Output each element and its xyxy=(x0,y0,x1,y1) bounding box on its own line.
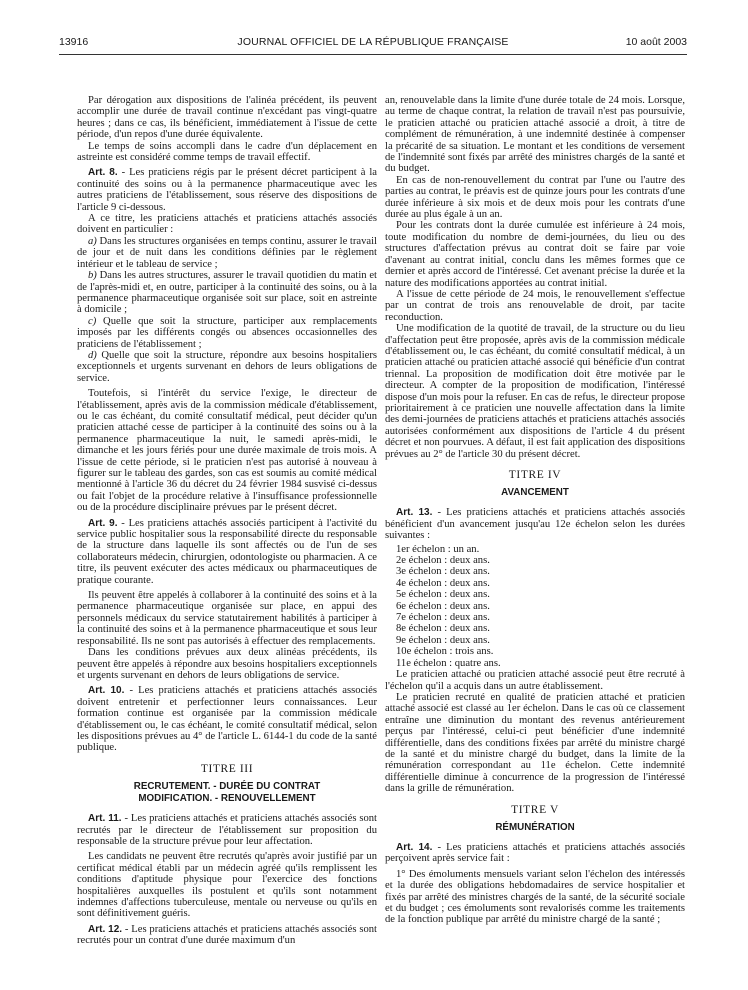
paragraph: 1° Des émoluments mensuels variant selon l'échelon des intéressés et la durée des obligations hebdomadaires de service hospitalier et fixés par arrêté des ministres chargés de la santé, de la sécurité sociale et du budget ; ces émoluments sont revalorisés comme les traitements de la fonction publique par arrêté du ministre chargé de la santé ; xyxy=(385,868,685,926)
article-label: Art. 10. xyxy=(88,685,125,697)
header-rule xyxy=(59,54,687,55)
list-item: 8e échelon : deux ans. xyxy=(396,623,490,635)
journal-title: JOURNAL OFFICIEL DE LA RÉPUBLIQUE FRANÇAISE xyxy=(237,36,509,48)
list-item: a) Dans les structures organisées en temps continu, assurer le travail de jour et de nuit dans les conditions définies par le règlement intérieur et le tableau de service ; xyxy=(77,235,377,270)
section-subtitle: AVANCEMENT xyxy=(501,487,569,499)
article-13: Art. 13. - Les praticiens attachés et praticiens attachés associés bénéficient d'un avancement jusqu'au 12e échelon selon les durées suivantes : xyxy=(385,507,686,542)
list-item: d) Quelle que soit la structure, répondre aux besoins hospitaliers exceptionnels et urgents survenant en dehors de leurs obligations de service. xyxy=(77,349,377,384)
paragraph: Le praticien recruté en qualité de praticien attaché et praticien attaché associé est classé au 1er échelon. Dans le cas où ce classement entraîne une diminution du montant des revenus antérieurement perçus par l'intéressé, celui-ci peut bénéficier d'une indemnité différentielle, dans des conditions fixées par arrêté du ministre chargé de la santé et du ministre chargé du budget, dans la limite de la rémunération correspondant au 11e échelon. Cette indemnité différentielle diminue à concurrence de la progression de l'intéressé dans la grille de rémunération. xyxy=(385,691,685,795)
list-item: 4e échelon : deux ans. xyxy=(396,577,490,589)
list-item: 11e échelon : quatre ans. xyxy=(396,657,501,669)
list-item: 9e échelon : deux ans. xyxy=(396,634,490,646)
section-title: TITRE III xyxy=(200,762,254,775)
article-label: Art. 9. xyxy=(88,517,118,529)
right-column xyxy=(385,95,685,926)
paragraph: A l'issue de cette période de 24 mois, le renouvellement s'effectue par un contrat de trois ans renouvelable de droit, par tacite reconduction. xyxy=(385,288,685,323)
section-subtitle: RECRUTEMENT. - DURÉE DU CONTRAT MODIFICATION. - RENOUVELLEMENT xyxy=(133,781,321,805)
paragraph: an, renouvelable dans la limite d'une durée totale de 24 mois. Lorsque, au terme de chaque contrat, la relation de travail n'est pas poursuivie, le praticien attaché ou praticien attaché associé a droit, à titre de complément de rémunération, à une indemnité destinée à compenser la précarité de sa situation. Le montant et les conditions de versement de l'indemnité sont fixés par arrêté des ministres chargés de la santé et du budget. xyxy=(385,95,685,175)
duration-list xyxy=(385,544,685,669)
list-item: c) Quelle que soit la structure, participer aux remplacements imposés par les différents congés ou absences occasionnelles des praticiens de l'établissement ; xyxy=(77,315,377,350)
paragraph: Le praticien attaché ou praticien attaché associé peut être recruté à l'échelon qu'il a acquis dans un autre établissement. xyxy=(385,669,685,692)
paragraph: Dans les conditions prévues aux deux alinéas précédents, ils peuvent être appelés à répondre aux besoins hospitaliers exceptionnels et urgents survenant en dehors de leurs obligations de service. xyxy=(77,647,377,681)
left-column xyxy=(77,95,377,947)
list-item: 10e échelon : trois ans. xyxy=(396,646,494,658)
article-9: Art. 9. - Les praticiens attachés associés participent à l'activité du service public hospitalier sous la responsabilité directe du responsable de la structure dans laquelle ils sont affectés ou de l'un de ses collaborateurs médecin, chirurgien, odontologiste ou pharmacien. A ce titre, ils peuvent exécuter des actes médicaux ou pharmaceutiques de pratique courante. xyxy=(77,517,377,586)
article-label: Art. 12. xyxy=(88,923,123,935)
article-label: Art. 11. xyxy=(88,813,122,825)
paragraph: Toutefois, si l'intérêt du service l'exige, le directeur de l'établissement, après avis de la commission médicale d'établissement, ou le cas échéant, du comité consultatif médical, peut décider qu'un praticien attaché cesse de participer à la continuité des soins ou à la permanence pharmaceutique la nuit, le samedi après-midi, le dimanche et les jours fériés pour une durée maximale de trois mois. A l'issue de cette période, si le praticien n'est pas autorisé à nouveau à figurer sur le tableau des gardes, son cas est soumis au comité médical mentionné à l'article 36 du décret du 24 février 1984 susvisé ci-dessus ou fait l'objet de la procédure relative à l'insuffisance professionnelle ou de la procédure disciplinaire prévues par le présent décret. xyxy=(77,388,377,514)
article-label: Art. 13. xyxy=(396,507,433,519)
paragraph: En cas de non-renouvellement du contrat par l'une ou l'autre des parties au contrat, le préavis est de quinze jours pour les contrats d'une durée inférieure à six mois et de deux mois pour les contrats d'une durée au plus égale à un an. xyxy=(385,174,685,221)
paragraph: Ils peuvent être appelés à collaborer à la continuité des soins et à la permanence pharmaceutique organisée sur place, en appui des personnels médicaux du service statutairement habilités à participer à la continuité des soins et à la permanence pharmaceutique et sous leur responsabilité. Ils ne sont pas autorisés à effectuer des remplacements. xyxy=(77,590,377,647)
list-item: 5e échelon : deux ans. xyxy=(396,589,490,601)
article-label: Art. 8. xyxy=(88,167,118,179)
article-8: Art. 8. - Les praticiens régis par le présent décret participent à la continuité des soins ou à la permanence pharmaceutique avec les autres praticiens de l'établissement, sous réserve des dispositions de l'article 9 ci-dessous. xyxy=(77,167,378,213)
article-label: Art. 14. xyxy=(396,841,433,853)
list-item: 6e échelon : deux ans. xyxy=(396,600,490,612)
page-header xyxy=(59,36,687,50)
paragraph: Le temps de soins accompli dans le cadre d'un déplacement en astreinte est considéré comme temps de travail effectif. xyxy=(77,140,377,164)
paragraph: Une modification de la quotité de travail, de la structure ou du lieu d'affectation peut être proposée, après avis de la commission médicale d'établissement ou, le cas échéant, du comité consultatif médical, à un praticien attaché ou praticien attaché associé qui bénéficie d'un contrat triennal. La proposition de modification doit être motivée par le directeur. A compter de la proposition de modification, l'intéressé dispose d'un mois pour la refuser. En cas de refus, le directeur propose prioritairement à ce praticien une nouvelle affectation dans la limite des demi-journées de praticiens attachés et praticiens attachés associés autorisées conformément aux dispositions de l'article 4 du présent décret et non pourvues. A défaut, il est fait application des dispositions prévues au 2° de l'article 30 du présent décret. xyxy=(385,323,685,460)
article-10: Art. 10. - Les praticiens attachés et praticiens attachés associés doivent entretenir et perfectionner leurs connaissances. Leur formation continue est organisée par la commission médicale d'établissement ou, le cas échéant, le comité consultatif médical, selon les dispositions prévues au 4° de l'article L. 6144-1 du code de la santé publique. xyxy=(77,685,378,754)
paragraph: Les candidats ne peuvent être recrutés qu'après avoir justifié par un certificat médical établi par un médecin agréé qu'ils remplissent les conditions d'aptitude physique pour l'exercice des fonctions hospitalières auxquelles ils postulent et qu'ils sont notamment indemnes d'affections tuberculeuse, mentale ou nerveuse ou qu'ils en sont définitivement guéris. xyxy=(77,851,377,920)
section-subtitle: RÉMUNÉRATION xyxy=(495,821,575,833)
article-11: Art. 11. - Les praticiens attachés et praticiens attachés associés sont recrutés par le directeur de l'établissement sur proposition du responsable de la structure prévue pour leur affectation. xyxy=(77,813,377,847)
list-item: 1er échelon : un an. xyxy=(396,543,480,555)
list-item: 2e échelon : deux ans. xyxy=(396,555,490,567)
page-number: 13916 xyxy=(59,36,89,48)
list-item: 7e échelon : deux ans. xyxy=(396,612,490,624)
article-14: Art. 14. - Les praticiens attachés et praticiens attachés associés perçoivent après service fait : xyxy=(385,841,686,865)
section-title: TITRE IV xyxy=(508,469,562,481)
issue-date: 10 août 2003 xyxy=(625,36,687,48)
paragraph: Pour les contrats dont la durée cumulée est inférieure à 24 mois, toute modification du nombre de demi-journées, du lieu ou des structures d'affectation prévus au contrat doit se faire par voie d'avenant au contrat initial, conclu dans les mêmes formes que ce dernier et après accord de l'intéressé. Cet avenant précise la durée et la nature des modifications apportées au contrat initial. xyxy=(385,220,685,289)
paragraph: A ce titre, les praticiens attachés et praticiens attachés associés doivent en particulier : xyxy=(77,213,377,236)
article-12: Art. 12. - Les praticiens attachés et praticiens attachés associés sont recrutés pour un contrat d'une durée maximum d'un xyxy=(77,923,377,947)
section-title: TITRE V xyxy=(511,803,559,816)
list-item: b) Dans les autres structures, assurer le travail quotidien du matin et de l'après-midi et, en outre, participer à la continuité des soins, ou à la permanence pharmaceutique organisée soit sur place, soit en astreinte à domicile ; xyxy=(77,270,377,316)
list-item: 3e échelon : deux ans. xyxy=(396,566,490,578)
paragraph: Par dérogation aux dispositions de l'alinéa précédent, ils peuvent accomplir une durée de travail continue n'excédant pas vingt-quatre heures ; dans ce cas, ils bénéficient, immédiatement à l'issue de cette période, d'un repos d'une durée équivalente. xyxy=(77,95,377,141)
